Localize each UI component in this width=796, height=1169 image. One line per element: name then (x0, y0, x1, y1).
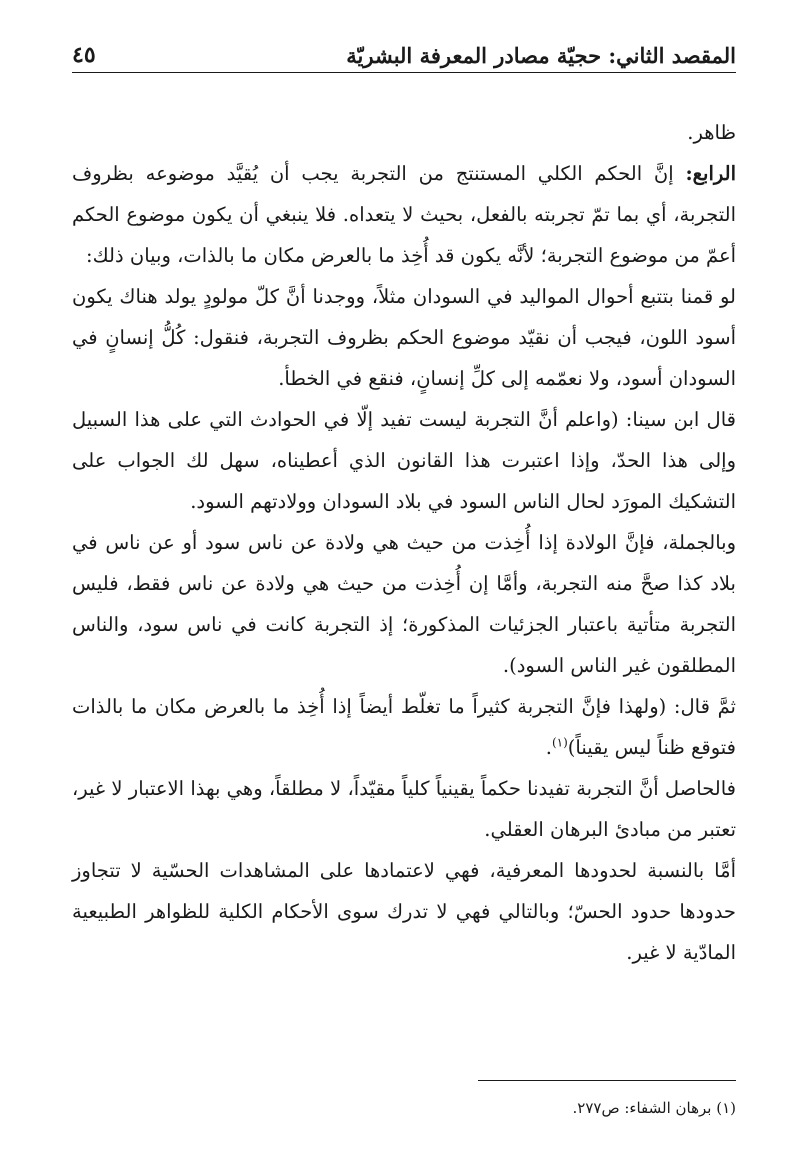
paragraph-text: إنَّ الحكم الكلي المستنتج من التجربة يجب أن يُقيَّد موضوعه بظروف التجربة، أي بما تمّ تجربته بالفعل، بحيث لا يتعداه. فلا ينبغي أن يكون موضوع الحكم أعمّ من موضوع التجربة؛ لأنَّه يكون قد أُخِذ ما بالعرض مكان ما بالذات، وبيان ذلك: (72, 162, 736, 267)
paragraph-1 (72, 112, 736, 153)
paragraph-text: لو قمنا بتتبع أحوال المواليد في السودان مثلاً، ووجدنا أنَّ كلّ مولودٍ يولد هناك يكون أسود اللون، فيجب أن نقيّد موضوع الحكم بظروف التجربة، فنقول: كُلُّ إنسانٍ في السودان أسود، ولا نعمّمه إلى كلِّ إنسانٍ، فنقع في الخطأ. (72, 285, 736, 390)
paragraph-2 (72, 153, 736, 276)
paragraph-5 (72, 522, 736, 686)
footnote-reference: (١) (551, 735, 568, 750)
paragraph-tail: . (545, 736, 552, 759)
paragraph-lead: الرابع: (685, 162, 736, 185)
running-title: المقصد الثاني: حجيّة مصادر المعرفة البشريّة (346, 43, 736, 68)
paragraph-text: أمَّا بالنسبة لحدودها المعرفية، فهي لاعتمادها على المشاهدات الحسّية لا تتجاوز حدودها حدود الحسّ؛ وبالتالي فهي لا تدرك سوى الأحكام الكلية للظواهر الطبيعية المادّية لا غير. (72, 859, 736, 964)
paragraph-7 (72, 768, 736, 850)
paragraph-4 (72, 399, 736, 522)
body-text (72, 112, 736, 973)
page-number: ٤٥ (72, 42, 96, 68)
paragraph-8 (72, 850, 736, 973)
paragraph-text: ظاهر. (687, 121, 736, 144)
paragraph-text: فالحاصل أنَّ التجربة تفيدنا حكماً يقينياً كلياً مقيّداً، لا مطلقاً، وهي بهذا الاعتبار لا غير، تعتبر من مبادئ البرهان العقلي. (72, 777, 736, 841)
paragraph-text: وبالجملة، فإنَّ الولادة إذا أُخِذت من حيث هي ولادة عن ناس سود أو عن ناس في بلاد كذا صحَّ منه التجربة، وأمَّا إن أُخِذت من حيث هي ولادة عن ناس فقط، فليس التجربة متأتية باعتبار الجزئيات المذكورة؛ إذ التجربة كانت في ناس سود، والناس المطلقون غير الناس السود). (72, 531, 736, 677)
paragraph-text: قال ابن سينا: (واعلم أنَّ التجربة ليست تفيد إلّا في الحوادث التي على هذا السبيل وإلى هذا الحدّ، وإذا اعتبرت هذا القانون الذي أعطيناه، سهل لك الجواب على التشكيك المورَد لحال الناس السود في بلاد السودان وولادتهم السود. (72, 408, 736, 513)
paragraph-text: ثمَّ قال: (ولهذا فإنَّ التجربة كثيراً ما تغلّط أيضاً إذا أُخِذ ما بالعرض مكان ما بالذات فتوقع ظناً ليس يقيناً) (72, 695, 736, 759)
paragraph-3 (72, 276, 736, 399)
paragraph-6 (72, 686, 736, 768)
footnote: (١) برهان الشفاء: ص٢٧٧. (572, 1099, 736, 1117)
page-header (72, 28, 736, 73)
footnote-divider (478, 1080, 736, 1081)
